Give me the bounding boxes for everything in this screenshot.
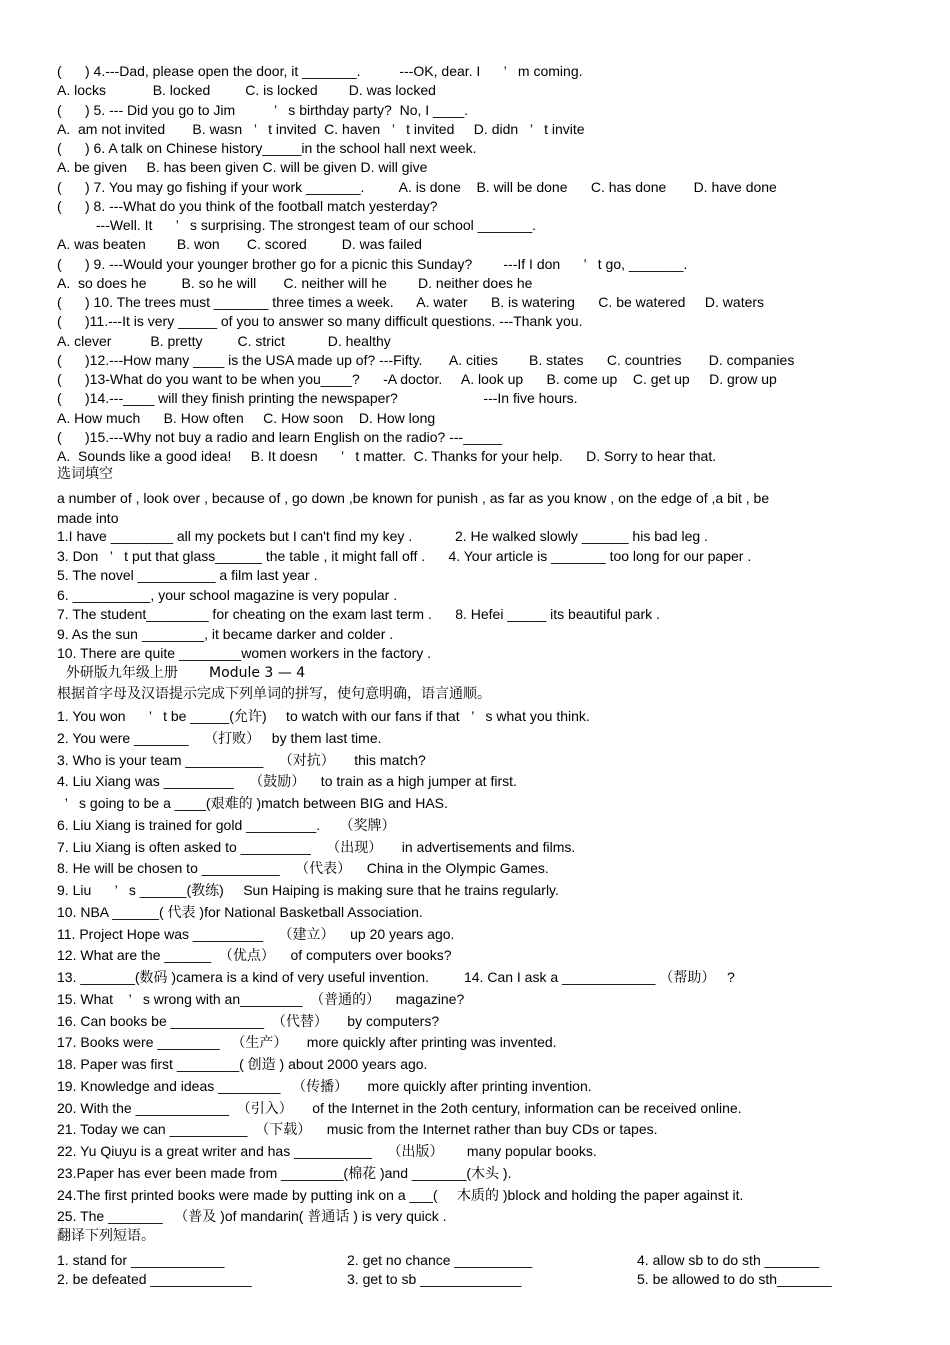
question-line: A. How much B. How often C. How soon D. How long	[57, 409, 436, 426]
spelling-item: 2. You were _______ （打败） by them last time.	[57, 729, 382, 746]
translate-section-title: 翻译下列短语。	[57, 1228, 155, 1244]
spelling-item: 12. What are the ______ （优点） of computers over books?	[57, 947, 452, 964]
vocab-item: 6. __________, your school magazine is very popular .	[57, 586, 398, 603]
question-line: A. so does he B. so he will C. neither will he D. neither does he	[57, 274, 533, 291]
question-line: ( ) 6. A talk on Chinese history_____in the school hall next week.	[57, 140, 477, 156]
vocab-item: 5. The novel __________ a film last year .	[57, 567, 318, 583]
question-line: ( )12.---How many ____ is the USA made up of? ---Fifty. A. cities B. states C. countries D. companies	[57, 351, 795, 368]
vocab-word-bank: a number of , look over , because of , go down ,be known for punish , as far as you know , on the edge of ,a bit , be	[57, 490, 770, 506]
vocab-item: 9. As the sun ________, it became darker and colder .	[57, 625, 394, 642]
spelling-item: 9. Liu ’ s ______(教练) Sun Haiping is making sure that he trains regularly.	[57, 882, 559, 898]
module-instruction: 根据首字母及汉语提示完成下列单词的拼写，使句意明确，语言通顺。	[57, 686, 491, 702]
spelling-item: 10. NBA ______( 代表 )for National Basketball Association.	[57, 903, 423, 920]
question-line: A. clever B. pretty C. strict D. healthy	[57, 332, 391, 349]
spelling-item: 3. Who is your team __________ （对抗） this match?	[57, 751, 426, 768]
vocab-section-title: 选词填空	[57, 466, 113, 482]
spelling-item: 7. Liu Xiang is often asked to _________ （出现） in advertisements and films.	[57, 838, 576, 855]
question-line: ( ) 8. ---What do you think of the football match yesterday?	[57, 197, 438, 214]
spelling-item: 25. The _______ （普及 )of mandarin( 普通话 ) is very quick .	[57, 1208, 447, 1225]
spelling-item: 11. Project Hope was _________ （建立） up 20 years ago.	[57, 925, 455, 942]
module-title: 外研版九年级上册 Module 3 — 4	[57, 665, 306, 681]
spelling-item: 20. With the ____________ （引入） of the Internet in the 2oth century, information can be received online.	[57, 1099, 742, 1116]
question-line: A. locks B. locked C. is locked D. was locked	[57, 82, 436, 99]
spelling-item: 21. Today we can __________ （下载） music from the Internet rather than buy CDs or tapes.	[57, 1121, 658, 1138]
spelling-item: ’ s going to be a ____(艰难的 )match between BIG and HAS.	[57, 795, 448, 811]
spelling-item: 13. _______(数码 )camera is a kind of very useful invention. 14. Can I ask a ____________ （帮助） ?	[57, 969, 735, 985]
spelling-item: 6. Liu Xiang is trained for gold _________. （奖牌）	[57, 816, 396, 833]
question-line: ( ) 7. You may go fishing if your work _______. A. is done B. will be done C. has done D. have done	[57, 178, 777, 195]
question-line: A. Sounds like a good idea! B. It doesn ’ t matter. C. Thanks for your help. D. Sorry to hear that.	[57, 448, 717, 464]
spelling-item: 15. What ’ s wrong with an________ （普通的） magazine?	[57, 990, 465, 1007]
question-line: ( )14.---____ will they finish printing the newspaper? ---In five hours.	[57, 390, 578, 407]
question-line: ( ) 10. The trees must _______ three times a week. A. water B. is watering C. be watered D. waters	[57, 294, 765, 310]
spelling-item: 16. Can books be ____________ （代替） by computers?	[57, 1012, 440, 1029]
question-line: ( ) 4.---Dad, please open the door, it _______. ---OK, dear. I ’ m coming.	[57, 63, 583, 79]
phrase-item: 3. get to sb _____________	[347, 1271, 522, 1287]
spelling-item: 17. Books were ________ （生产） more quickly after printing was invented.	[57, 1034, 557, 1051]
spelling-item: 19. Knowledge and ideas ________ （传播） more quickly after printing invention.	[57, 1077, 592, 1094]
question-line: ( )13-What do you want to be when you____? -A doctor. A. look up B. come up C. get up D. grow up	[57, 371, 777, 387]
vocab-item: 1.I have ________ all my pockets but I can't find my key . 2. He walked slowly ______ his bad leg .	[57, 528, 708, 544]
spelling-item: 8. He will be chosen to __________ （代表） China in the Olympic Games.	[57, 860, 549, 877]
question-line: A. am not invited B. wasn ’ t invited C. haven ’ t invited D. didn ’ t invite	[57, 120, 585, 137]
question-line: ---Well. It ’ s surprising. The strongest team of our school _______.	[57, 217, 537, 233]
question-line: A. be given B. has been given C. will be given D. will give	[57, 159, 428, 176]
question-line: ( ) 5. --- Did you go to Jim ’ s birthday party? No, I ____.	[57, 101, 469, 118]
vocab-item: 3. Don ’ t put that glass______ the table , it might fall off . 4. Your article is _______ too long for our paper .	[57, 547, 752, 564]
phrase-item: 2. be defeated _____________	[57, 1271, 252, 1287]
question-line: ( )11.---It is very _____ of you to answer so many difficult questions. ---Thank you.	[57, 313, 583, 330]
vocab-word-bank-cont: made into	[57, 510, 119, 526]
vocab-item: 7. The student________ for cheating on the exam last term . 8. Hefei _____ its beautiful park .	[57, 606, 660, 622]
phrase-item: 5. be allowed to do sth_______	[637, 1271, 832, 1287]
phrase-item: 2. get no chance __________	[347, 1252, 533, 1268]
spelling-item: 18. Paper was first ________( 创造 ) about 2000 years ago.	[57, 1056, 428, 1072]
spelling-item: 24.The first printed books were made by putting ink on a ___( 木质的 )block and holding the paper against it.	[57, 1186, 744, 1203]
spelling-item: 23.Paper has ever been made from ________(棉花 )and _______(木头 ).	[57, 1164, 512, 1181]
spelling-item: 4. Liu Xiang was _________ （鼓励） to train as a high jumper at first.	[57, 773, 517, 790]
question-line: ( )15.---Why not buy a radio and learn English on the radio? ---_____	[57, 428, 503, 445]
phrase-item: 1. stand for ____________	[57, 1252, 225, 1268]
question-line: A. was beaten B. won C. scored D. was failed	[57, 236, 422, 253]
spelling-item: 22. Yu Qiuyu is a great writer and has __________ （出版） many popular books.	[57, 1143, 597, 1159]
question-line: ( ) 9. ---Would your younger brother go for a picnic this Sunday? ---If I don ’ t go, _______.	[57, 255, 688, 272]
vocab-item: 10. There are quite ________women workers in the factory .	[57, 645, 432, 661]
phrase-item: 4. allow sb to do sth _______	[637, 1252, 820, 1268]
spelling-item: 1. You won ’ t be _____(允许) to watch with our fans if that ’ s what you think.	[57, 708, 590, 724]
